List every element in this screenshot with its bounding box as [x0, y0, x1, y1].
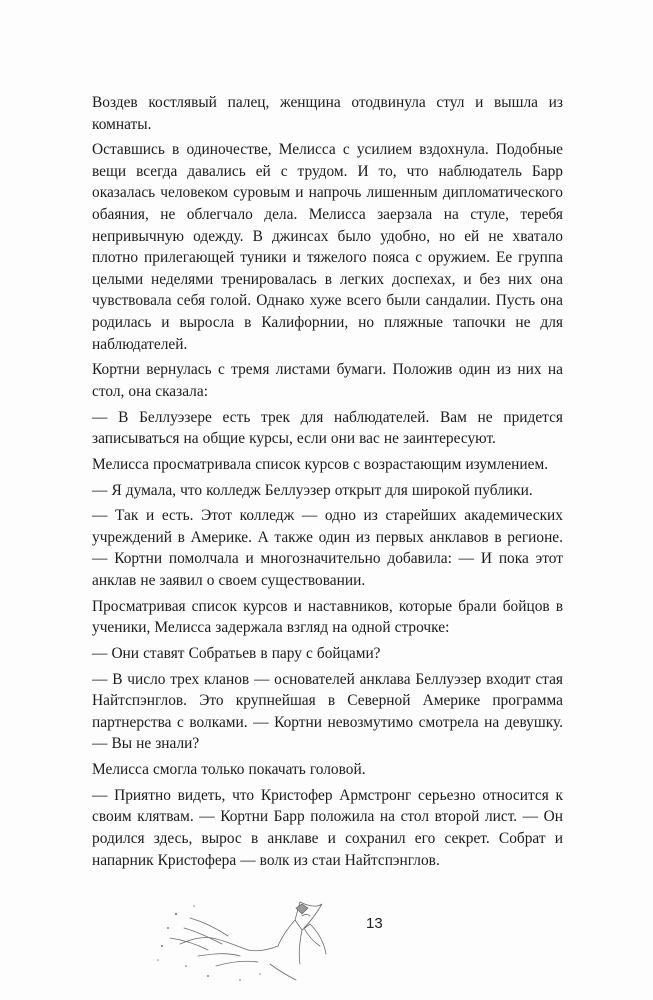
paragraph-1: Воздев костлявый палец, женщина отодвинула стул и вышла из комнаты. — [92, 94, 563, 133]
paragraph-11: Мелисса смогла только покачать головой. — [92, 761, 366, 779]
paragraph-4: — В Беллуэзере есть трек для наблюдателей. Вам не придется записываться на общие курсы, если они вас не заинтересуют. — [92, 408, 563, 448]
paragraph-9: — Они ставят Собратьев в пару с бойцами? — [92, 645, 381, 662]
paragraph-2: Оставшись в одиночестве, Мелисса с усилием вздохнула. Подобные вещи всегда давались ей с трудом. И то, что наблюдатель Барр оказалась человеком суровым и напрочь лишенным дипломатического обаяния, не облегчало дела. Мелисса заерзала на стуле, теребя непривычную одежду. В джинсах было удобно, но ей не хватало плотно прилегающей туники и тяжелого пояса с оружием. Ее группа целыми неделями тренировалась в легких доспехах, и без них она чувствовала себя голой. Однако хуже всего были сандалии. Пусть она родилась и выросла в Калифорнии, но пляжные тапочки не для наблюдателей. — [92, 141, 563, 353]
paragraph-12: — Приятно видеть, что Кристофер Армстронг серьезно относится к своим клятвам. — Кортни Барр положила на стол второй лист. — Он родился здесь, вырос в анклаве и сохранил его секрет. Собрат и напарник Кристофера — волк из стаи Найтспэнглов. — [92, 786, 563, 869]
paragraph-5: Мелисса просматривала список курсов с возрастающим изумлением. — [92, 455, 549, 473]
paragraph-8: Просматривая список курсов и наставников, которые брали бойцов в ученики, Мелисса задержала взгляд на одной строчке: — [92, 597, 563, 637]
body-text — [92, 92, 563, 871]
sketch-vignette-illustration — [150, 880, 360, 990]
paragraph-7: — Так и есть. Этот колледж — одно из старейших академических учреждений в Америке. А также один из первых анклавов в регионе. — Кортни помолчала и многозначительно добавила: — И пока этот анклав не заявил о своем существовании. — [92, 507, 563, 590]
paragraph-10: — В число трех кланов — основателей анклава Беллуэзер входит стая Найтспэнглов. Это крупнейшая в Северной Америке программа партнерства с волками. — Кортни невозмутимо смотрела на девушку. — Вы не знали? — [92, 670, 563, 753]
paragraph-3: Кортни вернулась с тремя листами бумаги. Положив один из них на стол, она сказала: — [92, 361, 563, 400]
page-number: 13 — [366, 915, 383, 932]
paragraph-6: — Я думала, что колледж Беллуэзер открыт для широкой публики. — [92, 481, 533, 499]
